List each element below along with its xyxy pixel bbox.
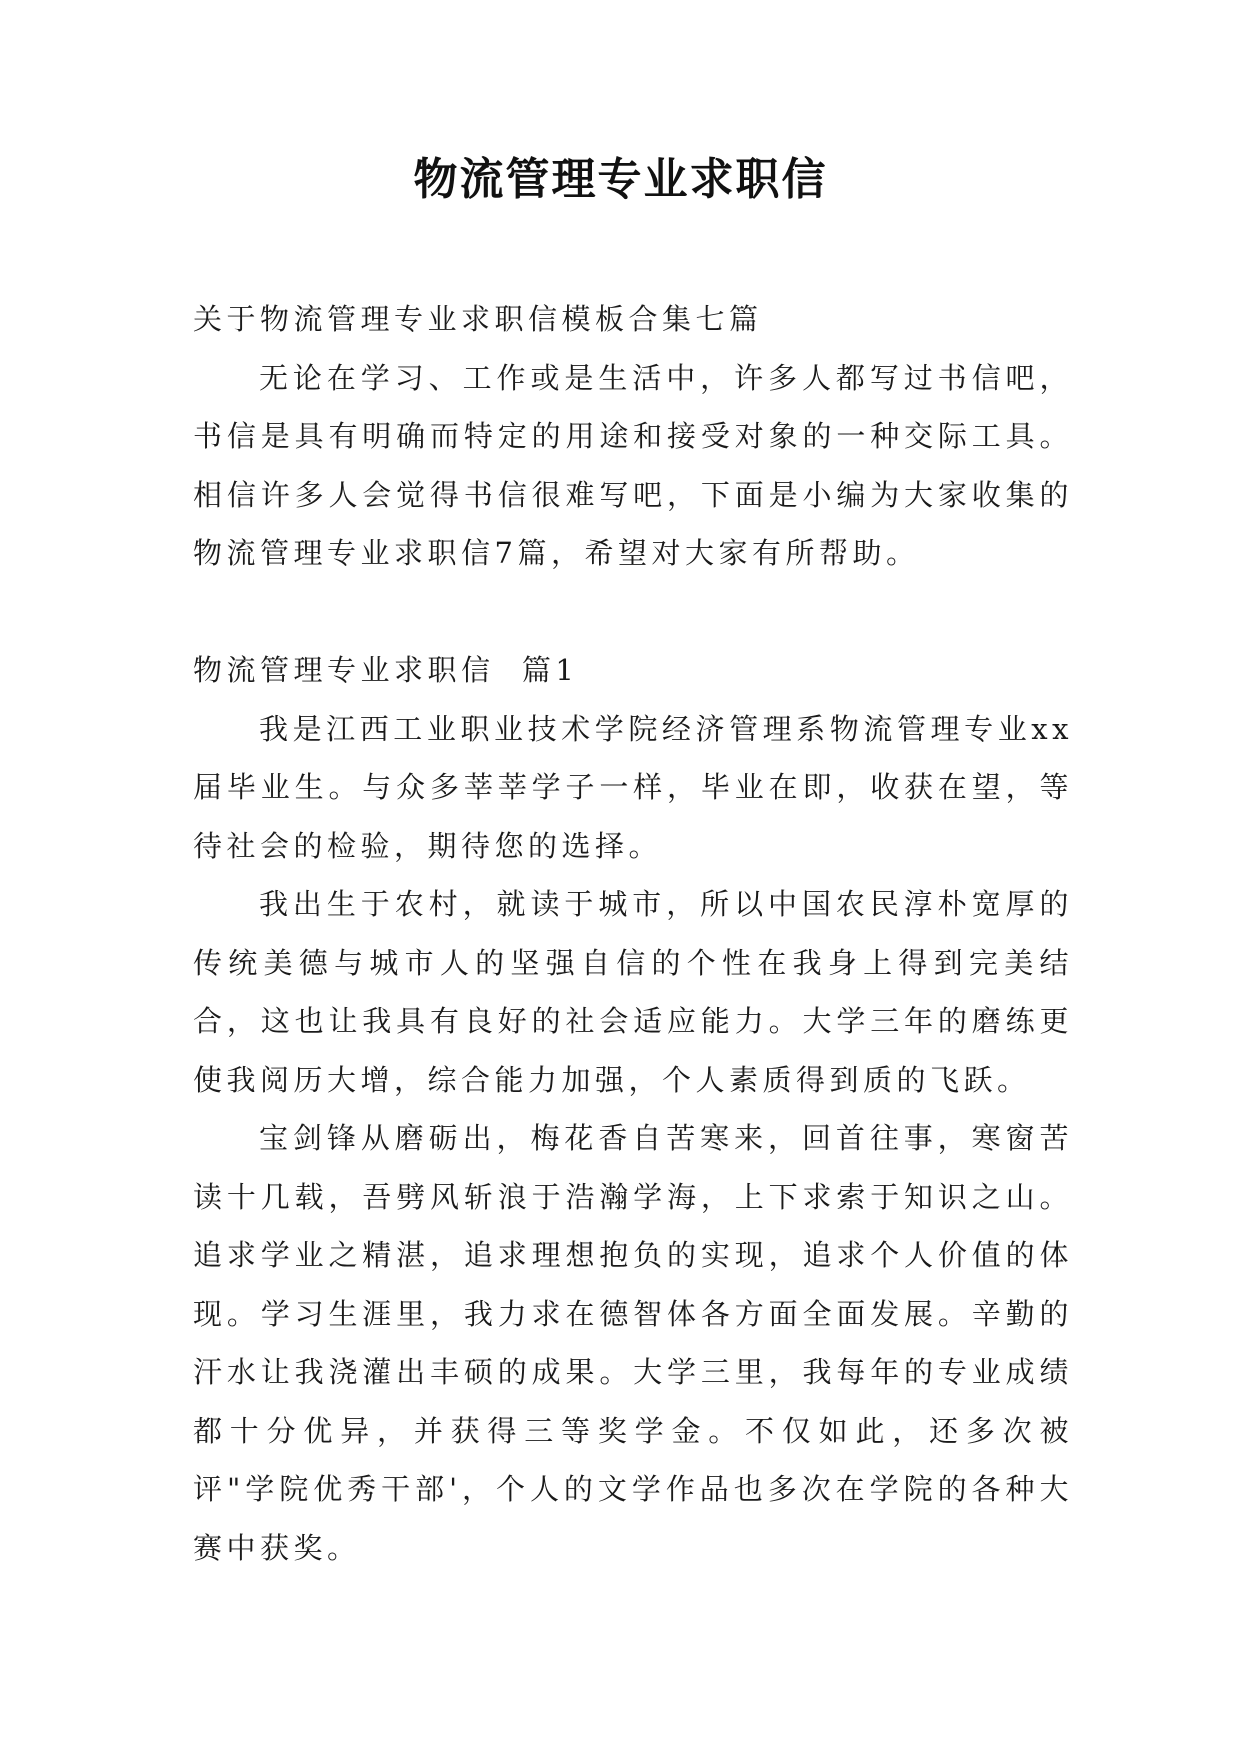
document-body (193, 290, 1073, 1577)
document-subtitle: 关于物流管理专业求职信模板合集七篇 (193, 302, 763, 336)
document-title: 物流管理专业求职信 (413, 154, 828, 205)
body-paragraph: 我出生于农村，就读于城市，所以中国农民淳朴宽厚的传统美德与城市人的坚强自信的个性在我身上得到完美结合，这也让我具有良好的社会适应能力。大学三年的磨练更使我阅历大增，综合能力加强，个人素质得到质的飞跃。 (193, 887, 1073, 1097)
body-paragraph: 我是江西工业职业技术学院经济管理系物流管理专业xx届毕业生。与众多莘莘学子一样，毕业在即，收获在望，等待社会的检验，期待您的选择。 (193, 711, 1073, 863)
section-heading: 物流管理专业求职信 篇1 (193, 653, 579, 687)
intro-paragraph: 无论在学习、工作或是生活中，许多人都写过书信吧，书信是具有明确而特定的用途和接受对象的一种交际工具。相信许多人会觉得书信很难写吧，下面是小编为大家收集的物流管理专业求职信7篇，希望对大家有所帮助。 (193, 360, 1073, 570)
body-paragraph: 宝剑锋从磨砺出，梅花香自苦寒来，回首往事，寒窗苦读十几载，吾劈风斩浪于浩瀚学海，上下求索于知识之山。追求学业之精湛，追求理想抱负的实现，追求个人价值的体现。学习生涯里，我力求在德智体各方面全面发展。辛勤的汗水让我浇灌出丰硕的成果。大学三里，我每年的专业成绩都十分优异，并获得三等奖学金。不仅如此，还多次被评"学院优秀干部'，个人的文学作品也多次在学院的各种大赛中获奖。 (193, 1121, 1073, 1565)
